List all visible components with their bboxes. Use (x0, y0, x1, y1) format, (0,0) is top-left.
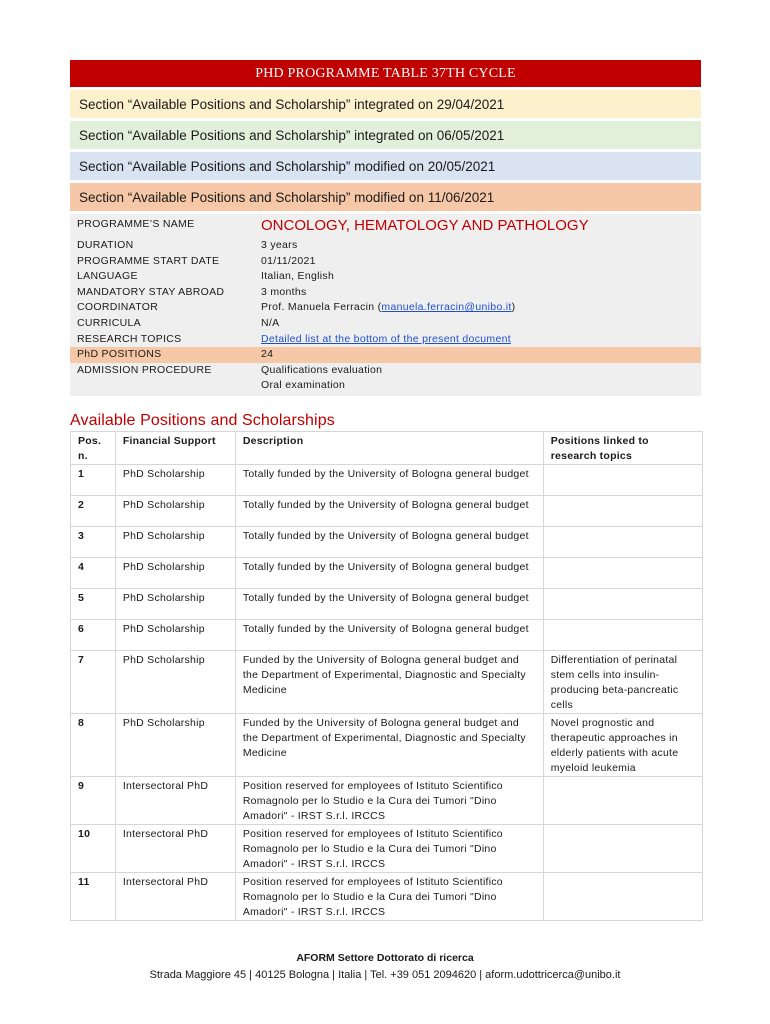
section-title: Available Positions and Scholarships (70, 411, 335, 429)
table-row (71, 776, 703, 824)
admission-step-1: Qualifications evaluation (261, 363, 383, 376)
positions-table (70, 431, 703, 921)
coordinator-name: Prof. Manuela Ferracin ( (261, 301, 382, 314)
position-description: Totally funded by the University of Bologna general budget (235, 557, 543, 588)
update-band-3: Section “Available Positions and Scholarship” modified on 20/05/2021 (70, 152, 701, 180)
info-value (261, 332, 701, 348)
column-header: Pos. n. (71, 431, 116, 464)
column-header: Financial Support (115, 431, 235, 464)
financial-support: PhD Scholarship (115, 713, 235, 776)
table-header-row (71, 431, 703, 464)
info-label: PROGRAMME’S NAME (77, 218, 195, 230)
table-row (71, 464, 703, 495)
position-number: 3 (71, 526, 116, 557)
position-description: Position reserved for employees of Istituto Scientifico Romagnolo per lo Studio e la Cura dei Tumori "Dino Amadori" - IRST S.r.l. IRCCS (235, 872, 543, 920)
linked-topic: Novel prognostic and therapeutic approaches in elderly patients with acute myeloid leukemia (543, 713, 702, 776)
table-row (71, 526, 703, 557)
table-row (71, 557, 703, 588)
table-row (71, 650, 703, 713)
table-row (71, 619, 703, 650)
info-value (261, 300, 701, 316)
research-topics-link[interactable]: Detailed list at the bottom of the present document (261, 332, 511, 345)
linked-topic (543, 495, 702, 526)
table-row (71, 588, 703, 619)
position-number: 11 (71, 872, 116, 920)
info-value: 3 months (261, 285, 307, 298)
linked-topic (543, 588, 702, 619)
footer-office: AFORM Settore Dottorato di ricerca (296, 952, 474, 964)
linked-topic (543, 557, 702, 588)
table-row (71, 495, 703, 526)
position-number: 6 (71, 619, 116, 650)
column-header: Positions linked to research topics (543, 431, 702, 464)
financial-support: PhD Scholarship (115, 619, 235, 650)
info-row-curricula (70, 316, 701, 332)
page-footer (0, 951, 770, 983)
page-title: PHD PROGRAMME TABLE 37TH CYCLE (70, 60, 701, 87)
update-band-2: Section “Available Positions and Scholarship” integrated on 06/05/2021 (70, 121, 701, 149)
position-number: 7 (71, 650, 116, 713)
position-description: Funded by the University of Bologna general budget and the Department of Experimental, Diagnostic and Specialty Medicine (235, 713, 543, 776)
table-row (71, 824, 703, 872)
financial-support: PhD Scholarship (115, 526, 235, 557)
info-row-research-topics (70, 332, 701, 348)
financial-support: Intersectoral PhD (115, 824, 235, 872)
linked-topic (543, 776, 702, 824)
info-value: Italian, English (261, 270, 335, 283)
info-label: ADMISSION PROCEDURE (77, 363, 212, 376)
info-label: DURATION (77, 239, 134, 251)
info-label: MANDATORY STAY ABROAD (77, 285, 225, 298)
position-number: 4 (71, 557, 116, 588)
update-band-4: Section “Available Positions and Scholarship” modified on 11/06/2021 (70, 183, 701, 211)
footer-address: Strada Maggiore 45 | 40125 Bologna | Italia | Tel. +39 051 2094620 | aform.udottricerca@unibo.it (149, 969, 621, 981)
info-value: 01/11/2021 (261, 254, 316, 267)
info-label: COORDINATOR (77, 301, 159, 314)
financial-support: Intersectoral PhD (115, 776, 235, 824)
position-description: Totally funded by the University of Bologna general budget (235, 495, 543, 526)
info-label: PhD POSITIONS (77, 348, 162, 361)
linked-topic (543, 824, 702, 872)
info-label: RESEARCH TOPICS (77, 332, 182, 345)
position-number: 8 (71, 713, 116, 776)
info-value: 3 years (261, 239, 298, 251)
table-row (71, 713, 703, 776)
linked-topic (543, 526, 702, 557)
info-row-coordinator (70, 300, 701, 316)
position-description: Funded by the University of Bologna general budget and the Department of Experimental, Diagnostic and Specialty Medicine (235, 650, 543, 713)
position-number: 1 (71, 464, 116, 495)
info-label: PROGRAMME START DATE (77, 254, 220, 267)
financial-support: PhD Scholarship (115, 557, 235, 588)
info-label: CURRICULA (77, 316, 141, 329)
info-value: 24 (261, 348, 274, 361)
info-row-name (70, 216, 701, 238)
admission-step-2: Oral examination (261, 379, 346, 392)
linked-topic: Differentiation of perinatal stem cells into insulin-producing beta-pancreatic cells (543, 650, 702, 713)
position-description: Totally funded by the University of Bologna general budget (235, 619, 543, 650)
table-row (71, 872, 703, 920)
position-number: 2 (71, 495, 116, 526)
coordinator-email-link[interactable]: manuela.ferracin@unibo.it (381, 301, 512, 314)
financial-support: PhD Scholarship (115, 650, 235, 713)
programme-name: ONCOLOGY, HEMATOLOGY AND PATHOLOGY (261, 217, 589, 234)
column-header: Description (235, 431, 543, 464)
info-value: N/A (261, 316, 280, 329)
info-row-stay-abroad (70, 285, 701, 301)
info-row-positions (70, 347, 701, 363)
position-description: Totally funded by the University of Bologna general budget (235, 526, 543, 557)
coordinator-close-paren: ) (511, 301, 516, 314)
document-page (70, 60, 701, 921)
info-row-admission (70, 363, 701, 394)
info-row-language (70, 269, 701, 285)
linked-topic (543, 464, 702, 495)
position-description: Totally funded by the University of Bologna general budget (235, 464, 543, 495)
position-number: 9 (71, 776, 116, 824)
financial-support: PhD Scholarship (115, 464, 235, 495)
programme-info-table (70, 214, 701, 396)
position-description: Position reserved for employees of Istituto Scientifico Romagnolo per lo Studio e la Cura dei Tumori "Dino Amadori" - IRST S.r.l. IRCCS (235, 824, 543, 872)
position-number: 5 (71, 588, 116, 619)
update-band-1: Section “Available Positions and Scholarship” integrated on 29/04/2021 (70, 90, 701, 118)
financial-support: PhD Scholarship (115, 495, 235, 526)
financial-support: Intersectoral PhD (115, 872, 235, 920)
position-description: Position reserved for employees of Istituto Scientifico Romagnolo per lo Studio e la Cura dei Tumori "Dino Amadori" - IRST S.r.l. IRCCS (235, 776, 543, 824)
position-number: 10 (71, 824, 116, 872)
position-description: Totally funded by the University of Bologna general budget (235, 588, 543, 619)
linked-topic (543, 872, 702, 920)
financial-support: PhD Scholarship (115, 588, 235, 619)
linked-topic (543, 619, 702, 650)
info-label: LANGUAGE (77, 270, 138, 283)
info-row-start-date (70, 254, 701, 270)
info-row-duration (70, 238, 701, 254)
info-value (261, 363, 701, 394)
